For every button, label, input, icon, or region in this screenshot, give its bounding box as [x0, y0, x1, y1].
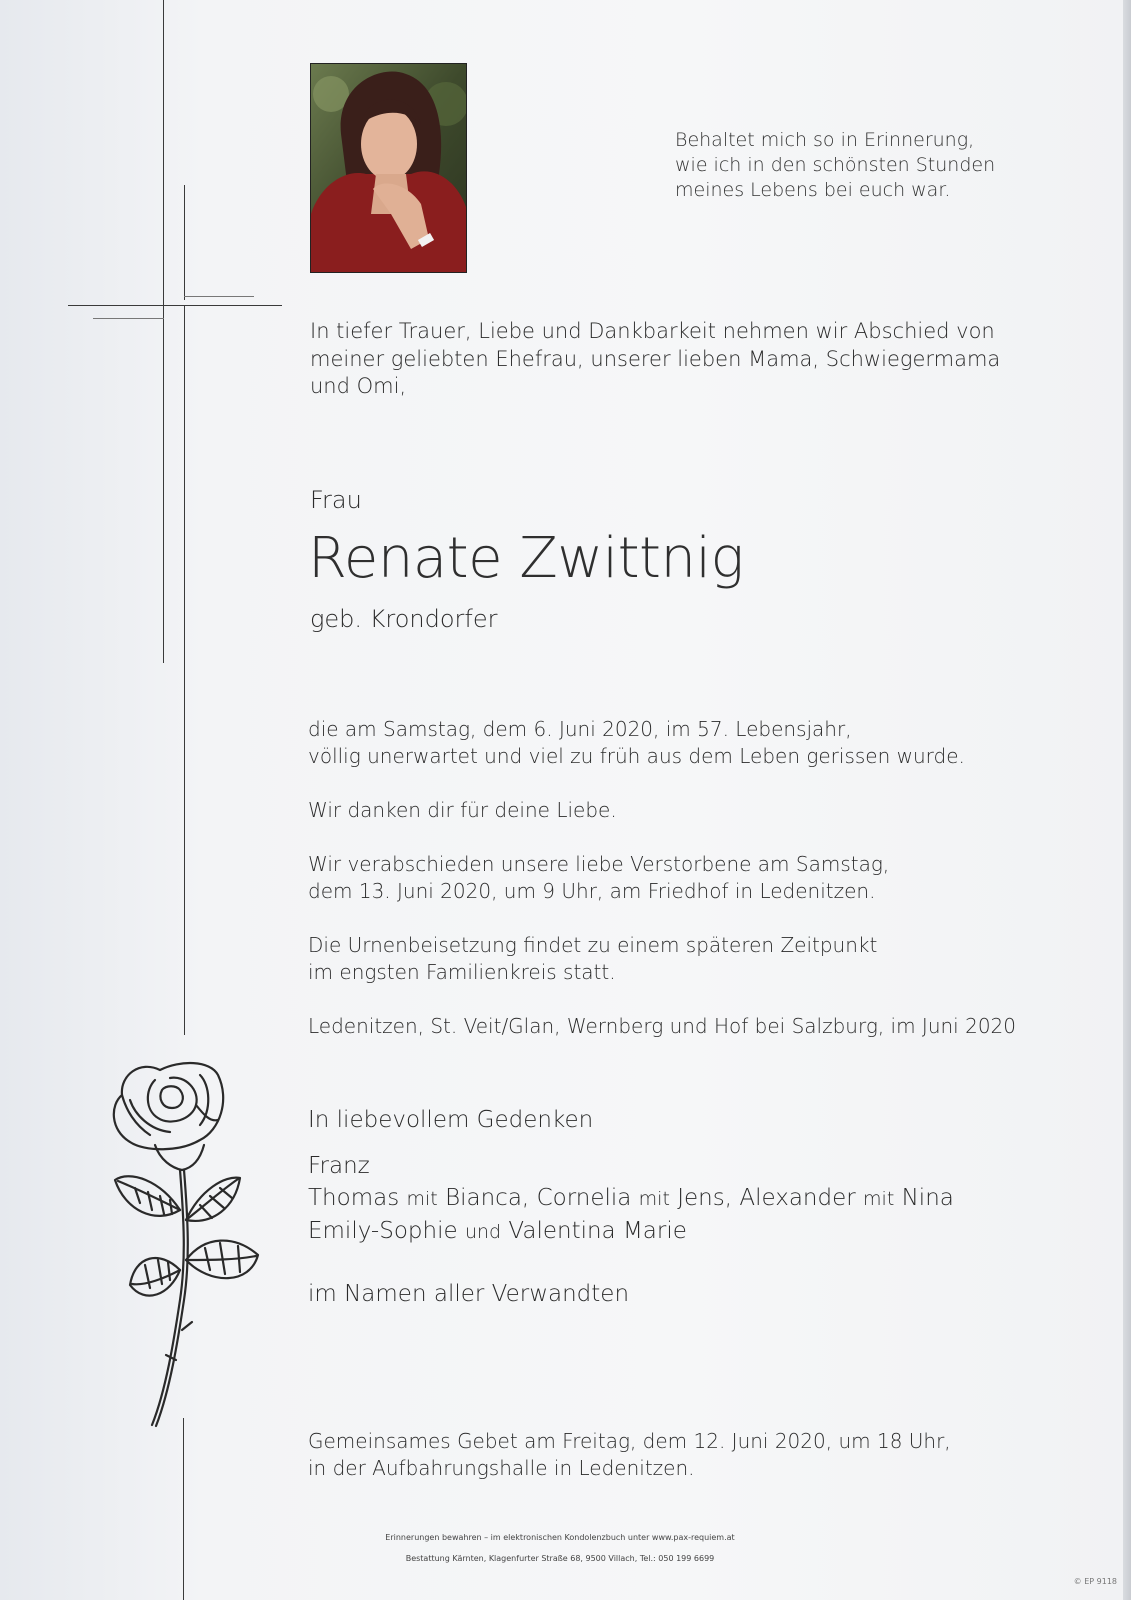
- farewell-text: Wir verabschieden unsere liebe Verstorbene am Samstag, dem 13. Juni 2020, um 9 Uhr, am Friedhof in Ledenitzen.: [308, 852, 890, 903]
- salutation: Frau: [310, 486, 362, 514]
- death-notice: die am Samstag, dem 6. Juni 2020, im 57. Lebensjahr, völlig unerwartet und viel zu früh aus dem Leben gerissen wurde.: [308, 717, 965, 768]
- family-spouse: Franz: [308, 1153, 370, 1179]
- cross-horizontal-right-top: [184, 296, 254, 297]
- print-code: © EP 9118: [1073, 1577, 1117, 1586]
- memory-heading: In liebevollem Gedenken: [308, 1107, 594, 1133]
- page-edge: [1123, 0, 1131, 1600]
- cross-vertical-left: [163, 0, 164, 663]
- prayer-notice: Gemeinsames Gebet am Freitag, dem 12. Juni 2020, um 18 Uhr, in der Aufbahrungshalle in Ledenitzen.: [308, 1429, 951, 1480]
- family-list: [308, 1150, 954, 1248]
- cross-horizontal-left-lower: [93, 318, 164, 319]
- cross-horizontal-upper: [68, 305, 282, 306]
- cross-vertical-right-upper: [184, 185, 185, 300]
- family-grandchildren: Emily-Sophie und Valentina Marie: [308, 1218, 687, 1244]
- portrait-photo: [310, 63, 467, 273]
- memorial-quote: Behaltet mich so in Erinnerung, wie ich in den schönsten Stunden meines Lebens bei euch war.: [675, 129, 996, 201]
- thanks-text: Wir danken dir für deine Liebe.: [308, 798, 617, 822]
- maiden-name: geb. Krondorfer: [310, 605, 498, 633]
- intro-text: In tiefer Trauer, Liebe und Dankbarkeit nehmen wir Abschied von meiner geliebten Ehefrau, unserer lieben Mama, Schwiegermama und Omi,: [310, 319, 1001, 398]
- place-date: Ledenitzen, St. Veit/Glan, Wernberg und Hof bei Salzburg, im Juni 2020: [308, 1014, 1016, 1038]
- urn-text: Die Urnenbeisetzung findet zu einem späteren Zeitpunkt im engsten Familienkreis statt.: [308, 933, 878, 984]
- deceased-name: Renate Zwittnig: [308, 526, 744, 591]
- portrait-image: [311, 64, 467, 273]
- footer-address: Bestattung Kärnten, Klagenfurter Straße 68, 9500 Villach, Tel.: 050 199 6699: [405, 1554, 715, 1563]
- relatives-text: im Namen aller Verwandten: [308, 1281, 630, 1307]
- cross-vertical-right-lower: [184, 305, 185, 1035]
- family-children: Thomas mit Bianca, Cornelia mit Jens, Alexander mit Nina: [308, 1185, 954, 1211]
- cross-vertical-bottom: [183, 1418, 184, 1600]
- rose-illustration: [100, 1060, 290, 1445]
- footer-condolence: Erinnerungen bewahren – im elektronischen Kondolenzbuch unter www.pax-requiem.at: [385, 1533, 735, 1542]
